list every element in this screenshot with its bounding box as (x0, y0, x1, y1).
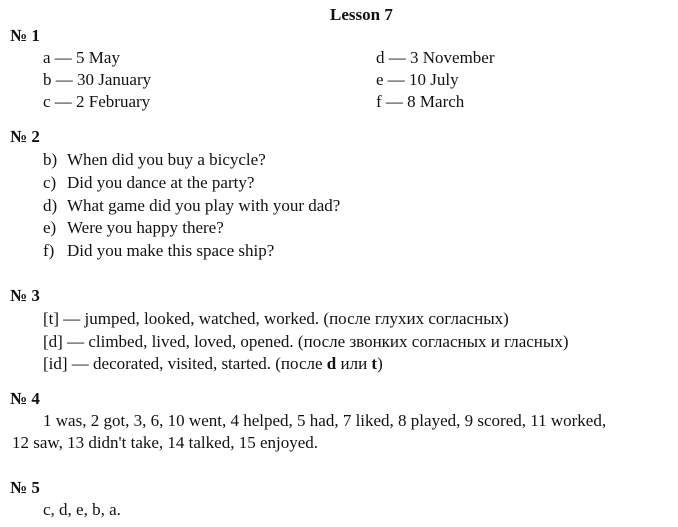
ex3-id-t: t (371, 354, 378, 373)
ex4-line-2: 12 saw, 13 didn't take, 14 talked, 15 enjoyed. (12, 433, 319, 452)
ex2-item-e (43, 217, 224, 239)
ex5-answer: c, d, e, b, a. (43, 500, 121, 519)
ex1-item-b: b — 30 January (43, 70, 152, 89)
ex1-item-e: e — 10 July (376, 70, 459, 89)
exercise-3-number: № 3 (10, 286, 40, 305)
item-text: Did you dance at the party? (67, 173, 255, 192)
item-marker: c) (43, 173, 57, 192)
ex3-id-mid: или (336, 354, 372, 373)
ex3-id-d: d (326, 354, 337, 373)
item-marker: e) (43, 218, 57, 237)
item-text: Did you make this space ship? (67, 241, 275, 260)
ex2-item-c (43, 172, 254, 194)
exercise-4-number: № 4 (10, 389, 40, 408)
ex2-item-d (43, 195, 340, 217)
ex1-item-f: f — 8 March (376, 92, 465, 111)
exercise-5-number: № 5 (10, 478, 40, 497)
ex4-line-1: 1 was, 2 got, 3, 6, 10 went, 4 helped, 5 had, 7 liked, 8 played, 9 scored, 11 worked, (43, 411, 607, 430)
item-marker: d) (43, 196, 58, 215)
item-text: Were you happy there? (67, 218, 224, 237)
ex2-item-f (43, 240, 274, 262)
item-text: What game did you play with your dad? (67, 196, 341, 215)
item-text: When did you buy a bicycle? (67, 150, 266, 169)
page-title: Lesson 7 (330, 5, 393, 24)
item-marker: f) (43, 241, 55, 260)
ex3-line-id (43, 353, 383, 375)
ex3-line-d: [d] — climbed, lived, loved, opened. (после звонких согласных и гласных) (43, 332, 569, 351)
exercise-1-number: № 1 (10, 26, 40, 45)
ex1-item-c: c — 2 February (43, 92, 151, 111)
exercise-2-number: № 2 (10, 127, 40, 146)
ex3-id-end: ) (377, 354, 383, 373)
ex2-item-b (43, 149, 266, 171)
ex1-item-a: a — 5 May (43, 48, 120, 67)
ex1-item-d: d — 3 November (376, 48, 495, 67)
ex3-line-t: [t] — jumped, looked, watched, worked. (после глухих согласных) (43, 309, 509, 328)
ex3-id-text: [id] — decorated, visited, started. (после (43, 354, 327, 373)
item-marker: b) (43, 150, 58, 169)
